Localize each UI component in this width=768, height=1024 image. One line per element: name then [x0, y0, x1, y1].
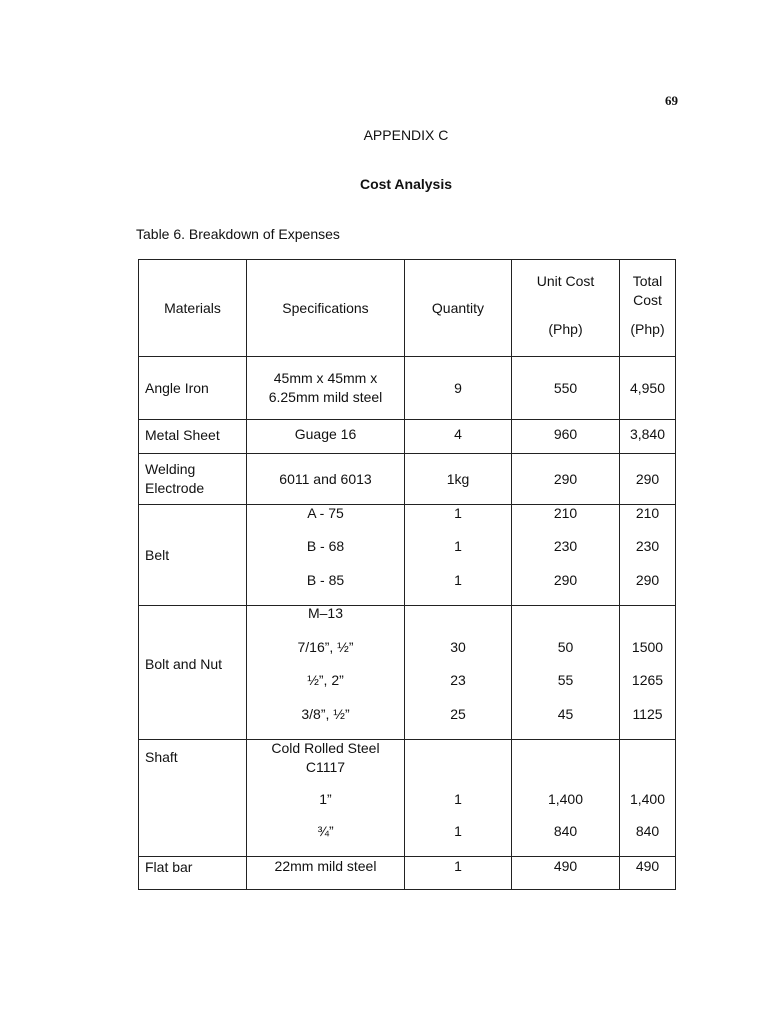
spec-line: 3/8”, ½”: [301, 706, 350, 722]
spec-line: ½”, 2”: [307, 672, 344, 688]
spec-cell: [247, 505, 405, 606]
quantity-cell: 4: [405, 420, 512, 454]
material-cell: Metal Sheet: [139, 420, 247, 454]
spec-line: 1”: [319, 791, 332, 807]
expenses-table: [138, 259, 676, 890]
spec-cell: 22mm mild steel: [247, 857, 405, 890]
header-unit-cost-unit: (Php): [548, 321, 583, 337]
table-row: [139, 857, 676, 890]
unit-cost-cell: 290: [512, 454, 620, 505]
table-row: [139, 505, 676, 606]
total-cost-line: 1,400: [629, 791, 666, 807]
header-unit-cost: [512, 260, 620, 357]
quantity-line: 23: [450, 672, 466, 688]
quantity-line: 1: [454, 572, 462, 588]
quantity-line: 25: [450, 706, 466, 722]
total-cost-cell: 290: [620, 454, 676, 505]
header-quantity: Quantity: [405, 260, 512, 357]
total-cost-cell: 490: [620, 857, 676, 890]
header-unit-cost-label: Unit Cost: [536, 273, 595, 289]
spec-line: 45mm x 45mm x: [273, 370, 378, 386]
quantity-cell: 1kg: [405, 454, 512, 505]
unit-cost-line: 1,400: [547, 791, 584, 807]
table-row: [139, 357, 676, 420]
material-cell: Bolt and Nut: [139, 606, 247, 740]
spec-cell: [247, 606, 405, 740]
material-cell: Belt: [139, 505, 247, 606]
table-row: [139, 740, 676, 857]
header-specifications: Specifications: [247, 260, 405, 357]
material-cell: [139, 454, 247, 505]
total-cost-line: 1500: [631, 639, 664, 655]
spec-line: A - 75: [307, 505, 344, 521]
spec-cell: 6011 and 6013: [247, 454, 405, 505]
table-row: [139, 420, 676, 454]
quantity-cell: [405, 606, 512, 740]
total-cost-cell: 4,950: [620, 357, 676, 420]
unit-cost-line: 230: [553, 538, 578, 554]
spec-cell: [247, 740, 405, 857]
appendix-title: APPENDIX C: [363, 127, 449, 143]
table-row: [139, 454, 676, 505]
quantity-cell: 1: [405, 857, 512, 890]
total-cost-line: 230: [635, 538, 660, 554]
spec-line: B - 85: [306, 572, 345, 588]
quantity-line: 30: [450, 639, 466, 655]
total-cost-line: 290: [635, 572, 660, 588]
material-cell: Shaft: [139, 740, 247, 857]
total-cost-cell: [620, 606, 676, 740]
spec-line: Cold Rolled Steel: [271, 740, 380, 756]
material-line: Electrode: [145, 480, 205, 496]
total-cost-line: 1125: [632, 706, 663, 722]
unit-cost-line: 45: [557, 706, 574, 722]
unit-cost-cell: 490: [512, 857, 620, 890]
total-cost-cell: 3,840: [620, 420, 676, 454]
header-total-cost-line2: Cost: [633, 292, 662, 308]
material-cell: Flat bar: [139, 857, 247, 890]
total-cost-line: 840: [635, 823, 660, 839]
table-row: [139, 606, 676, 740]
total-cost-cell: [620, 740, 676, 857]
quantity-line: 1: [454, 505, 462, 521]
material-line: Welding: [145, 461, 196, 477]
unit-cost-cell: 550: [512, 357, 620, 420]
total-cost-cell: [620, 505, 676, 606]
unit-cost-cell: [512, 505, 620, 606]
spec-line: 6.25mm mild steel: [268, 389, 383, 405]
quantity-cell: [405, 740, 512, 857]
page-number: 69: [665, 93, 678, 108]
header-total-cost-line1: Total: [632, 273, 663, 289]
quantity-line: 1: [454, 791, 462, 807]
quantity-cell: [405, 505, 512, 606]
spec-line: 7/16”, ½”: [297, 639, 354, 655]
unit-cost-line: 290: [553, 572, 578, 588]
unit-cost-line: 210: [553, 505, 578, 521]
section-title: Cost Analysis: [359, 176, 453, 192]
quantity-cell: 9: [405, 357, 512, 420]
spec-line: ¾”: [317, 823, 334, 839]
spec-line: B - 68: [306, 538, 345, 554]
unit-cost-line: 50: [557, 639, 574, 655]
unit-cost-line: 55: [557, 672, 574, 688]
unit-cost-cell: [512, 740, 620, 857]
total-cost-line: 1265: [631, 672, 664, 688]
table-caption: Table 6. Breakdown of Expenses: [136, 226, 340, 242]
spec-line: C1117: [305, 759, 346, 775]
unit-cost-cell: 960: [512, 420, 620, 454]
header-total-cost: [620, 260, 676, 357]
header-materials: Materials: [139, 260, 247, 357]
unit-cost-cell: [512, 606, 620, 740]
spec-cell: Guage 16: [247, 420, 405, 454]
unit-cost-line: 840: [553, 823, 578, 839]
table-header-row: [139, 260, 676, 357]
spec-line: M–13: [307, 605, 344, 621]
header-total-cost-label: [620, 272, 675, 310]
spec-cell: [247, 357, 405, 420]
quantity-line: 1: [454, 823, 462, 839]
quantity-line: 1: [454, 538, 462, 554]
material-cell: Angle Iron: [139, 357, 247, 420]
total-cost-line: 210: [635, 505, 660, 521]
header-total-cost-unit: (Php): [630, 321, 665, 337]
